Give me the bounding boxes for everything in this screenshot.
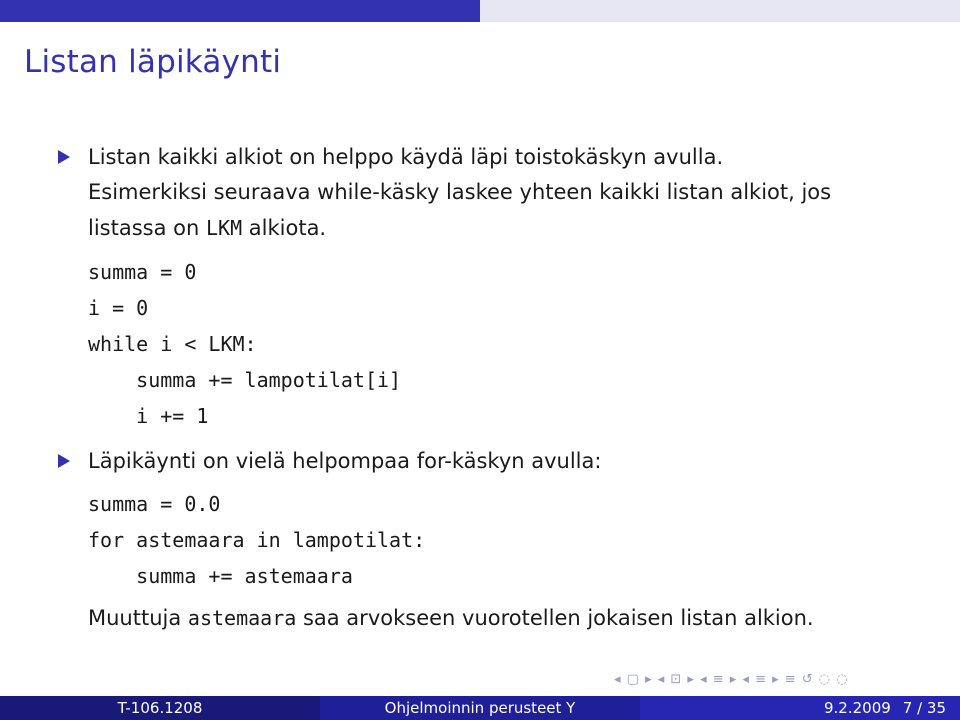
bullet-2-text: Läpikäynti on vielä helpompaa for-käskyn avulla: xyxy=(88,449,602,473)
footer-title: Ohjelmoinnin perusteet Y xyxy=(320,696,640,720)
note-text-after: saa arvokseen vuorotellen jokaisen listan alkion. xyxy=(296,606,814,630)
footer-course: T-106.1208 xyxy=(0,696,320,720)
note-text-before: Muuttuja xyxy=(88,606,188,630)
inline-code-astemaara: astemaara xyxy=(187,606,297,630)
inline-code-lkm: LKM xyxy=(205,216,243,240)
bullet-triangle-icon xyxy=(58,150,70,164)
code-block-for: summa = 0.0 for astemaara in lampotilat: summa += astemaara xyxy=(88,492,426,588)
bullet-2-note xyxy=(88,602,814,634)
bullet-triangle-icon xyxy=(58,454,70,468)
bullet-1-line-3 xyxy=(88,212,326,244)
code-block-while: summa = 0 i = 0 while i < LKM: summa += lampotilat[i] i += 1 xyxy=(88,260,402,428)
footer-date: 9.2.2009 xyxy=(824,699,891,717)
header-segment-right xyxy=(480,0,960,22)
slide-title: Listan läpikäynti xyxy=(24,44,282,80)
line-text-after: alkiota. xyxy=(242,216,327,240)
bullet-1-line-2: Esimerkiksi seuraava while-käsky laskee yhteen kaikki listan alkiot, jos xyxy=(88,180,832,204)
line-text-before: listassa on xyxy=(88,216,206,240)
footer-right xyxy=(640,696,960,720)
bullet-1-line-1: Listan kaikki alkiot on helppo käydä läpi toistokäskyn avulla. xyxy=(88,145,724,169)
footer-page-number: 7 / 35 xyxy=(902,699,946,717)
header-segment-left xyxy=(0,0,480,22)
beamer-navigation-icons[interactable]: ◂ ▢ ▸ ◂ ⊡ ▸ ◂ ≡ ▸ ◂ ≡ ▸ ≡ ↺ ◌ ◌ xyxy=(614,672,849,687)
top-header-bar xyxy=(0,0,960,22)
